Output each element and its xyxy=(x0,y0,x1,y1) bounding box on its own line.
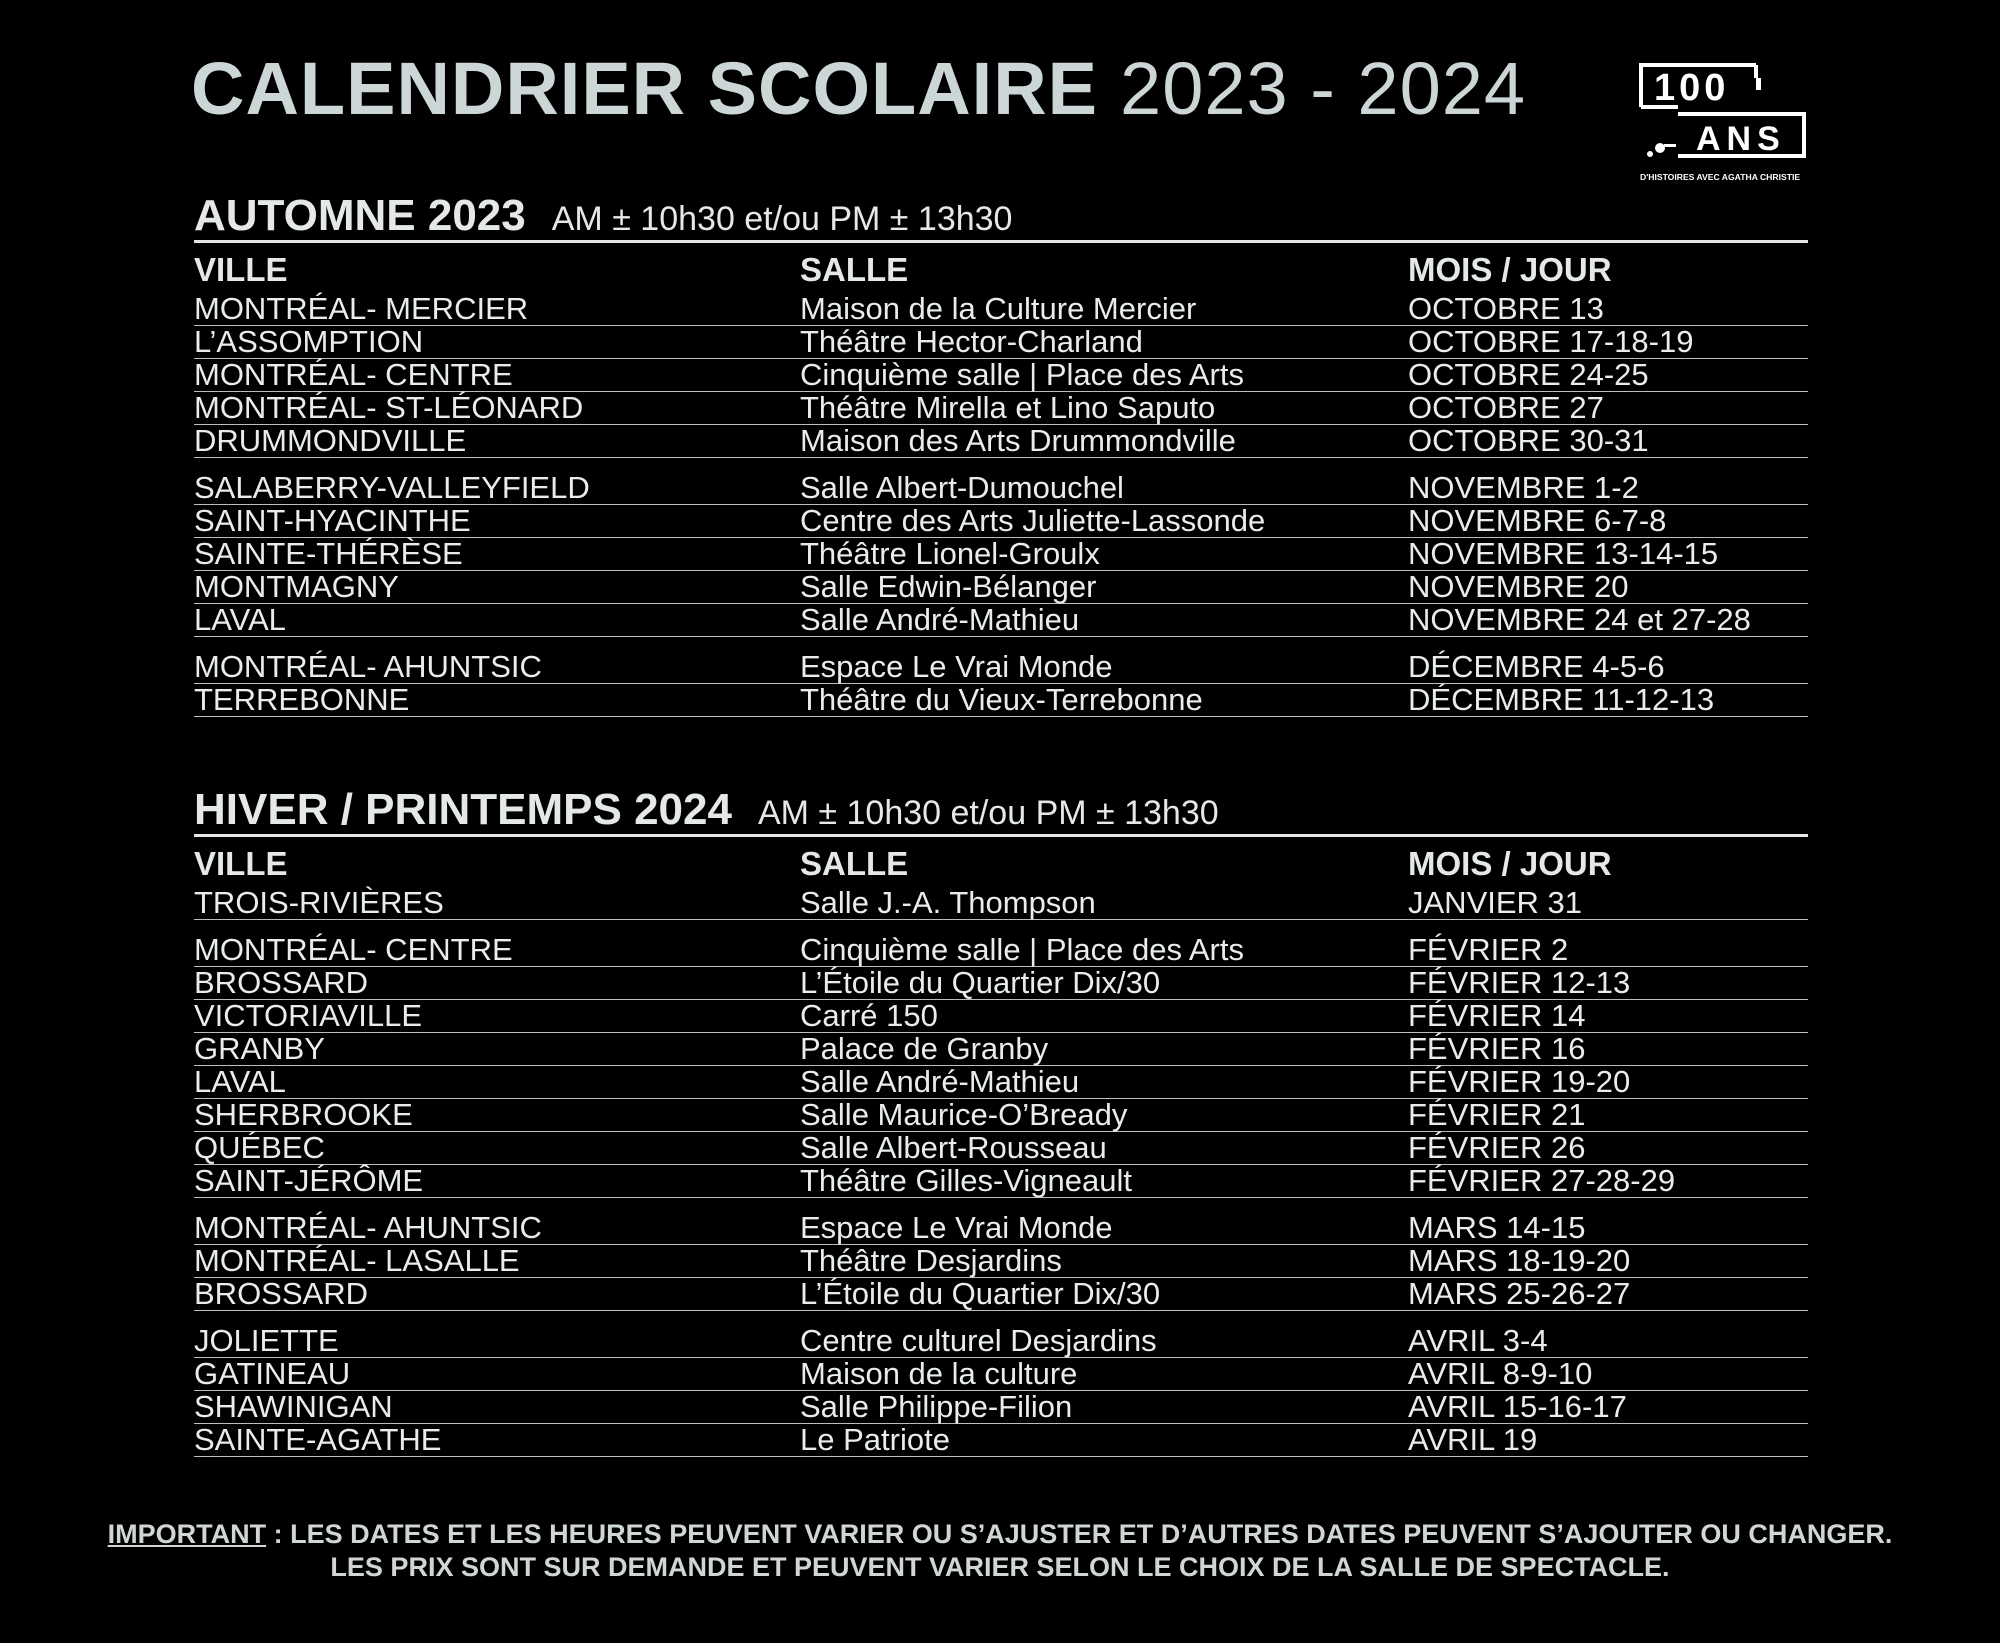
venue-cell: Palace de Granby xyxy=(800,1031,1049,1066)
date-cell: FÉVRIER 14 xyxy=(1408,998,1586,1033)
section-subtitle: AM ± 10h30 et/ou PM ± 13h30 xyxy=(757,794,1219,832)
row-group xyxy=(194,293,1808,458)
table-row xyxy=(194,1066,1808,1099)
fall-section xyxy=(194,186,1808,717)
table-row xyxy=(194,359,1808,392)
venue-cell: Théâtre Mirella et Lino Saputo xyxy=(800,390,1216,425)
venue-cell: Maison de la Culture Mercier xyxy=(800,291,1197,326)
venue-cell: Salle Albert-Dumouchel xyxy=(800,470,1124,505)
date-cell: AVRIL 8-9-10 xyxy=(1408,1356,1593,1391)
table-row xyxy=(194,1165,1808,1198)
row-group xyxy=(194,651,1808,717)
table-row xyxy=(194,1278,1808,1311)
logo-number: 100 xyxy=(1654,67,1730,109)
city-cell: MONTRÉAL- CENTRE xyxy=(194,357,513,392)
date-cell: MARS 18-19-20 xyxy=(1408,1243,1631,1278)
venue-cell: Théâtre Desjardins xyxy=(800,1243,1062,1278)
table-row xyxy=(194,1325,1808,1358)
venue-cell: Cinquième salle | Place des Arts xyxy=(800,357,1244,392)
column-header-city: VILLE xyxy=(194,251,288,288)
column-header-venue: SALLE xyxy=(800,251,909,288)
venue-cell: Salle Maurice-O’Bready xyxy=(800,1097,1128,1132)
row-group xyxy=(194,887,1808,920)
city-cell: SAINT-HYACINTHE xyxy=(194,503,471,538)
row-group xyxy=(194,1212,1808,1311)
date-cell: OCTOBRE 24-25 xyxy=(1408,357,1649,392)
date-cell: AVRIL 19 xyxy=(1408,1422,1538,1457)
page-title xyxy=(191,47,1527,130)
note-important-label: IMPORTANT xyxy=(107,1519,267,1549)
city-cell: SHERBROOKE xyxy=(194,1097,413,1132)
venue-cell: L’Étoile du Quartier Dix/30 xyxy=(800,965,1161,1000)
date-cell: MARS 14-15 xyxy=(1408,1210,1586,1245)
venue-cell: Théâtre Hector-Charland xyxy=(800,324,1143,359)
table-row xyxy=(194,1424,1808,1457)
city-cell: TROIS-RIVIÈRES xyxy=(194,885,444,920)
city-cell: GATINEAU xyxy=(194,1356,351,1391)
winter-spring-section xyxy=(194,780,1808,1457)
column-header-city: VILLE xyxy=(194,845,288,882)
column-headers xyxy=(194,247,1808,293)
table-row xyxy=(194,934,1808,967)
date-cell: FÉVRIER 12-13 xyxy=(1408,965,1631,1000)
date-cell: OCTOBRE 17-18-19 xyxy=(1408,324,1694,359)
column-headers xyxy=(194,841,1808,887)
city-cell: SAINTE-AGATHE xyxy=(194,1422,442,1457)
row-group xyxy=(194,1325,1808,1457)
city-cell: MONTRÉAL- CENTRE xyxy=(194,932,513,967)
agatha-christie-100-ans-logo xyxy=(1638,62,1808,187)
date-cell: NOVEMBRE 13-14-15 xyxy=(1408,536,1719,571)
table-row xyxy=(194,571,1808,604)
column-header-date: MOIS / JOUR xyxy=(1408,845,1612,882)
table-row xyxy=(194,1358,1808,1391)
city-cell: VICTORIAVILLE xyxy=(194,998,422,1033)
table-row xyxy=(194,887,1808,920)
section-subtitle: AM ± 10h30 et/ou PM ± 13h30 xyxy=(551,200,1013,238)
section-title xyxy=(194,191,1013,240)
city-cell: L’ASSOMPTION xyxy=(194,324,424,359)
section-title-text: AUTOMNE 2023 xyxy=(194,191,526,240)
table-row xyxy=(194,425,1808,458)
city-cell: MONTRÉAL- ST-LÉONARD xyxy=(194,390,584,425)
date-cell: MARS 25-26-27 xyxy=(1408,1276,1631,1311)
city-cell: SALABERRY-VALLEYFIELD xyxy=(194,470,590,505)
table-row xyxy=(194,1099,1808,1132)
venue-cell: Salle Edwin-Bélanger xyxy=(800,569,1097,604)
table-row xyxy=(194,1212,1808,1245)
date-cell: OCTOBRE 13 xyxy=(1408,291,1604,326)
venue-cell: Centre culturel Desjardins xyxy=(800,1323,1157,1358)
table-row xyxy=(194,1033,1808,1066)
table-row xyxy=(194,472,1808,505)
schedule-table xyxy=(194,887,1808,1457)
city-cell: TERREBONNE xyxy=(194,682,410,717)
date-cell: AVRIL 15-16-17 xyxy=(1408,1389,1627,1424)
table-row xyxy=(194,604,1808,637)
table-row xyxy=(194,505,1808,538)
city-cell: GRANBY xyxy=(194,1031,325,1066)
city-cell: MONTRÉAL- MERCIER xyxy=(194,291,529,326)
city-cell: SHAWINIGAN xyxy=(194,1389,393,1424)
city-cell: LAVAL xyxy=(194,602,286,637)
note-line-2: LES PRIX SONT SUR DEMANDE ET PEUVENT VARIER SELON LE CHOIX DE LA SALLE DE SPECTACLE. xyxy=(330,1552,1670,1582)
column-header-date: MOIS / JOUR xyxy=(1408,251,1612,288)
venue-cell: Théâtre Gilles-Vigneault xyxy=(800,1163,1132,1198)
row-group xyxy=(194,472,1808,637)
table-row xyxy=(194,1391,1808,1424)
date-cell: NOVEMBRE 1-2 xyxy=(1408,470,1639,505)
venue-cell: Salle Albert-Rousseau xyxy=(800,1130,1107,1165)
table-row xyxy=(194,684,1808,717)
date-cell: OCTOBRE 27 xyxy=(1408,390,1604,425)
section-header xyxy=(194,780,1808,837)
column-header-venue: SALLE xyxy=(800,845,909,882)
section-title xyxy=(194,785,1219,834)
title-main: CALENDRIER SCOLAIRE xyxy=(191,47,1099,130)
logo-word: ANS xyxy=(1696,120,1786,158)
venue-cell: Salle André-Mathieu xyxy=(800,1064,1080,1099)
section-title-text: HIVER / PRINTEMPS 2024 xyxy=(194,785,732,834)
table-row xyxy=(194,1245,1808,1278)
date-cell: FÉVRIER 27-28-29 xyxy=(1408,1163,1676,1198)
city-cell: BROSSARD xyxy=(194,965,368,1000)
table-row xyxy=(194,651,1808,684)
city-cell: LAVAL xyxy=(194,1064,286,1099)
date-cell: NOVEMBRE 6-7-8 xyxy=(1408,503,1667,538)
venue-cell: Carré 150 xyxy=(800,998,938,1033)
venue-cell: Théâtre Lionel-Groulx xyxy=(800,536,1100,571)
section-header xyxy=(194,186,1808,243)
city-cell: QUÉBEC xyxy=(194,1130,325,1165)
date-cell: DÉCEMBRE 11-12-13 xyxy=(1408,682,1715,717)
city-cell: JOLIETTE xyxy=(194,1323,339,1358)
city-cell: SAINT-JÉRÔME xyxy=(194,1163,424,1198)
venue-cell: Maison de la culture xyxy=(800,1356,1078,1391)
venue-cell: Espace Le Vrai Monde xyxy=(800,1210,1113,1245)
table-row xyxy=(194,1132,1808,1165)
note-line-1 xyxy=(0,1518,2000,1551)
date-cell: FÉVRIER 2 xyxy=(1408,932,1569,967)
table-row xyxy=(194,1000,1808,1033)
date-cell: NOVEMBRE 20 xyxy=(1408,569,1629,604)
city-cell: BROSSARD xyxy=(194,1276,368,1311)
venue-cell: Cinquième salle | Place des Arts xyxy=(800,932,1244,967)
logo-tagline: D'HISTOIRES AVEC AGATHA CHRISTIE xyxy=(1640,172,1801,182)
venue-cell: Maison des Arts Drummondville xyxy=(800,423,1236,458)
venue-cell: Salle André-Mathieu xyxy=(800,602,1080,637)
city-cell: MONTRÉAL- AHUNTSIC xyxy=(194,1210,542,1245)
date-cell: FÉVRIER 21 xyxy=(1408,1097,1586,1132)
note-line-1-text: : LES DATES ET LES HEURES PEUVENT VARIER OU S’AJUSTER ET D’AUTRES DATES PEUVENT S’AJOUTER OU CHANGER. xyxy=(266,1519,1893,1549)
venue-cell: Théâtre du Vieux-Terrebonne xyxy=(800,682,1203,717)
date-cell: FÉVRIER 19-20 xyxy=(1408,1064,1631,1099)
city-cell: MONTRÉAL- AHUNTSIC xyxy=(194,649,542,684)
venue-cell: Salle J.-A. Thompson xyxy=(800,885,1096,920)
date-cell: NOVEMBRE 24 et 27-28 xyxy=(1408,602,1751,637)
title-years: 2023 - 2024 xyxy=(1120,47,1527,130)
city-cell: MONTMAGNY xyxy=(194,569,399,604)
date-cell: DÉCEMBRE 4-5-6 xyxy=(1408,649,1665,684)
table-row xyxy=(194,967,1808,1000)
city-cell: MONTRÉAL- LASALLE xyxy=(194,1243,520,1278)
city-cell: SAINTE-THÉRÈSE xyxy=(194,536,463,571)
table-row xyxy=(194,538,1808,571)
date-cell: OCTOBRE 30-31 xyxy=(1408,423,1649,458)
table-row xyxy=(194,326,1808,359)
schedule-table xyxy=(194,293,1808,717)
venue-cell: Salle Philippe-Filion xyxy=(800,1389,1073,1424)
table-row xyxy=(194,392,1808,425)
city-cell: DRUMMONDVILLE xyxy=(194,423,467,458)
important-note xyxy=(0,1518,2000,1584)
date-cell: FÉVRIER 26 xyxy=(1408,1130,1586,1165)
date-cell: JANVIER 31 xyxy=(1408,885,1583,920)
venue-cell: Le Patriote xyxy=(800,1422,950,1457)
date-cell: AVRIL 3-4 xyxy=(1408,1323,1548,1358)
row-group xyxy=(194,934,1808,1198)
table-row xyxy=(194,293,1808,326)
venue-cell: Espace Le Vrai Monde xyxy=(800,649,1113,684)
date-cell: FÉVRIER 16 xyxy=(1408,1031,1586,1066)
venue-cell: Centre des Arts Juliette-Lassonde xyxy=(800,503,1266,538)
venue-cell: L’Étoile du Quartier Dix/30 xyxy=(800,1276,1161,1311)
